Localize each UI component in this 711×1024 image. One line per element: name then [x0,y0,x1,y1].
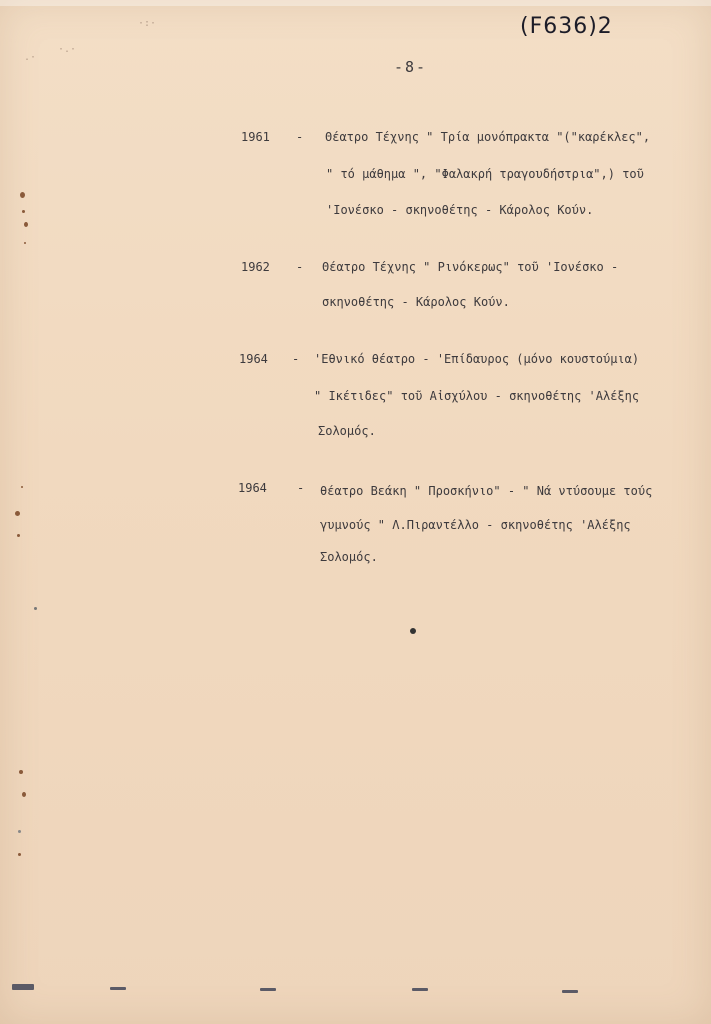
edge-mark [110,987,126,990]
entry-line: " τό μάθημα ", "Φαλακρή τραγουδήστρια",) τοῦ [326,167,644,181]
paper-stain [18,853,21,856]
entry-year: 1962 [241,260,270,274]
entry-line: γυμνούς " Λ.Πιραντέλλο - σκηνοθέτης 'Αλέξης [320,518,631,532]
entry-line: Σολομός. [318,424,376,438]
paper-stain [21,486,23,488]
entry-line: σκηνοθέτης - Κάρολος Κούν. [322,295,510,309]
page-number: -8- [394,58,428,76]
ink-dot [410,628,416,634]
paper-stain [18,830,21,833]
entry-line: 'Εθνικό θέατρο - 'Επίδαυρος (μόνο κουστούμια) [314,352,640,366]
paper-stain [22,792,26,797]
paper-stain [15,511,20,516]
paper-stain [24,222,28,227]
entry-line: Θέατρο Τέχνης " Τρία μονόπρακτα "("καρέκλες", [325,130,651,144]
entry-line: Θέατρο Τέχνης " Ρινόκερως" τοῦ 'Ιονέσκο - [322,260,619,274]
entry-year: 1961 [241,130,270,144]
entry-year: 1964 [238,481,267,495]
paper-stain [34,607,37,610]
edge-mark [412,988,428,991]
entry-line: 'Ιονέσκο - σκηνοθέτης - Κάρολος Κούν. [326,203,594,217]
entry-line: Σολομός. [320,550,378,564]
paper-stain [19,770,23,774]
entry-dash: - [296,130,304,144]
entry-line: θέατρο Βεάκη " Προσκήνιο" - " Νά ντύσουμε τούς [320,484,653,498]
paper-stain [24,242,26,244]
entry-line: " Ικέτιδες" τοῦ Αἰσχύλου - σκηνοθέτης 'Αλέξης [314,389,640,403]
paper-stain [20,192,25,198]
edge-mark [12,984,34,990]
faint-mark: ·.· [58,44,77,55]
paper-top-edge [0,0,711,6]
entry-dash: - [297,481,305,495]
paper-stain [22,210,25,213]
edge-mark [562,990,578,993]
archive-reference: (F636)2 [520,14,613,39]
faint-mark: .· [24,52,37,63]
entry-year: 1964 [239,352,268,366]
entry-dash: - [292,352,300,366]
faint-mark: ·:· [138,18,157,29]
paper-stain [17,534,20,537]
entry-dash: - [296,260,304,274]
edge-mark [260,988,276,991]
